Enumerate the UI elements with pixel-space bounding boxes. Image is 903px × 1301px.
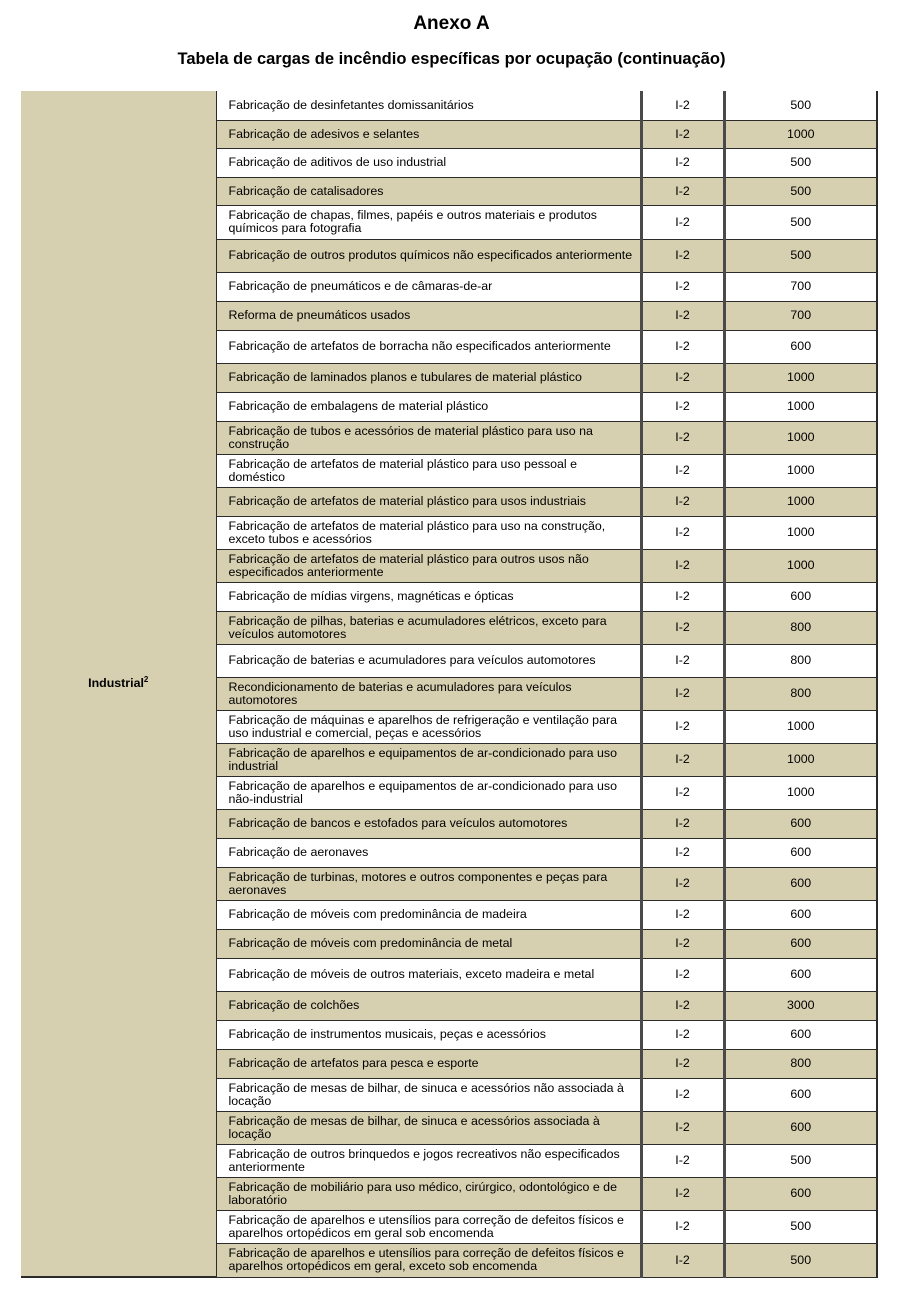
fire-load-value: 1000 — [724, 421, 877, 454]
division-code: I-2 — [641, 644, 724, 677]
activity-description: Fabricação de pilhas, baterias e acumuladores elétricos, exceto para veículos automotores — [216, 611, 641, 644]
fire-load-value: 500 — [724, 91, 877, 120]
fire-load-value: 800 — [724, 1049, 877, 1078]
division-code: I-2 — [641, 867, 724, 900]
footnote-marker: 2 — [143, 675, 149, 684]
activity-description: Fabricação de turbinas, motores e outros componentes e peças para aeronaves — [216, 867, 641, 900]
division-code: I-2 — [641, 421, 724, 454]
division-code: I-2 — [641, 582, 724, 611]
activity-description: Fabricação de máquinas e aparelhos de refrigeração e ventilação para uso industrial e comercial, peças e acessórios — [216, 710, 641, 743]
fire-load-value: 1000 — [724, 710, 877, 743]
activity-description: Fabricação de tubos e acessórios de material plástico para uso na construção — [216, 421, 641, 454]
activity-description: Fabricação de mesas de bilhar, de sinuca e acessórios associada à locação — [216, 1111, 641, 1144]
division-code: I-2 — [641, 838, 724, 867]
table-body — [21, 91, 877, 1277]
occupation-label: Industrial — [88, 676, 144, 690]
fire-load-value: 500 — [724, 239, 877, 272]
fire-load-value: 600 — [724, 867, 877, 900]
activity-description: Reforma de pneumáticos usados — [216, 301, 641, 330]
division-code: I-2 — [641, 1078, 724, 1111]
table-row — [21, 91, 877, 120]
fire-load-value: 1000 — [724, 454, 877, 487]
activity-description: Fabricação de artefatos de material plástico para uso na construção, exceto tubos e acessórios — [216, 516, 641, 549]
fire-load-value: 500 — [724, 1210, 877, 1243]
activity-description: Fabricação de móveis de outros materiais, exceto madeira e metal — [216, 958, 641, 991]
activity-description: Fabricação de pneumáticos e de câmaras-de-ar — [216, 272, 641, 301]
activity-description: Fabricação de outros produtos químicos não especificados anteriormente — [216, 239, 641, 272]
division-code: I-2 — [641, 677, 724, 710]
table-subtitle: Tabela de cargas de incêndio específicas por ocupação (continuação) — [177, 50, 726, 68]
activity-description: Fabricação de instrumentos musicais, peças e acessórios — [216, 1020, 641, 1049]
activity-description: Fabricação de artefatos de material plástico para usos industriais — [216, 487, 641, 516]
activity-description: Fabricação de artefatos de material plástico para uso pessoal e doméstico — [216, 454, 641, 487]
fire-load-value: 500 — [724, 148, 877, 177]
fire-load-value: 500 — [724, 177, 877, 205]
activity-description: Fabricação de aparelhos e utensílios para correção de defeitos físicos e aparelhos ortopédicos em geral, exceto sob encomenda — [216, 1243, 641, 1277]
activity-description: Fabricação de aditivos de uso industrial — [216, 148, 641, 177]
division-code: I-2 — [641, 177, 724, 205]
division-code: I-2 — [641, 205, 724, 239]
fire-load-value: 600 — [724, 838, 877, 867]
fire-load-value: 600 — [724, 1020, 877, 1049]
fire-load-value: 700 — [724, 301, 877, 330]
fire-load-value: 800 — [724, 611, 877, 644]
activity-description: Fabricação de bancos e estofados para veículos automotores — [216, 809, 641, 838]
activity-description: Fabricação de artefatos de borracha não especificados anteriormente — [216, 330, 641, 363]
division-code: I-2 — [641, 1177, 724, 1210]
annex-title: Anexo A — [413, 13, 490, 34]
fire-load-value: 1000 — [724, 392, 877, 421]
activity-description: Fabricação de desinfetantes domissanitários — [216, 91, 641, 120]
fire-load-value: 1000 — [724, 487, 877, 516]
activity-description: Fabricação de baterias e acumuladores para veículos automotores — [216, 644, 641, 677]
activity-description: Recondicionamento de baterias e acumuladores para veículos automotores — [216, 677, 641, 710]
activity-description: Fabricação de mesas de bilhar, de sinuca e acessórios não associada à locação — [216, 1078, 641, 1111]
division-code: I-2 — [641, 454, 724, 487]
division-code: I-2 — [641, 363, 724, 392]
division-code: I-2 — [641, 239, 724, 272]
division-code: I-2 — [641, 611, 724, 644]
division-code: I-2 — [641, 487, 724, 516]
division-code: I-2 — [641, 900, 724, 929]
activity-description: Fabricação de catalisadores — [216, 177, 641, 205]
activity-description: Fabricação de chapas, filmes, papéis e outros materiais e produtos químicos para fotografia — [216, 205, 641, 239]
fire-load-value: 600 — [724, 1177, 877, 1210]
division-code: I-2 — [641, 1111, 724, 1144]
fire-load-value: 600 — [724, 582, 877, 611]
fire-load-value: 800 — [724, 644, 877, 677]
fire-load-value: 600 — [724, 809, 877, 838]
activity-description: Fabricação de aparelhos e equipamentos de ar-condicionado para uso não-industrial — [216, 776, 641, 809]
activity-description: Fabricação de laminados planos e tubulares de material plástico — [216, 363, 641, 392]
division-code: I-2 — [641, 148, 724, 177]
division-code: I-2 — [641, 272, 724, 301]
occupation-cell — [21, 91, 216, 1277]
fire-load-value: 600 — [724, 330, 877, 363]
division-code: I-2 — [641, 91, 724, 120]
activity-description: Fabricação de aparelhos e utensílios para correção de defeitos físicos e aparelhos ortopédicos em geral sob encomenda — [216, 1210, 641, 1243]
fire-load-value: 500 — [724, 1144, 877, 1177]
fire-load-value: 1000 — [724, 743, 877, 776]
division-code: I-2 — [641, 710, 724, 743]
activity-description: Fabricação de artefatos de material plástico para outros usos não especificados anteriormente — [216, 549, 641, 582]
fire-load-value: 600 — [724, 958, 877, 991]
division-code: I-2 — [641, 929, 724, 958]
fire-load-value: 600 — [724, 929, 877, 958]
activity-description: Fabricação de colchões — [216, 991, 641, 1020]
division-code: I-2 — [641, 991, 724, 1020]
fire-load-value: 1000 — [724, 549, 877, 582]
division-code: I-2 — [641, 1210, 724, 1243]
division-code: I-2 — [641, 549, 724, 582]
division-code: I-2 — [641, 809, 724, 838]
fire-load-value: 800 — [724, 677, 877, 710]
activity-description: Fabricação de mídias virgens, magnéticas e ópticas — [216, 582, 641, 611]
division-code: I-2 — [641, 120, 724, 148]
fire-load-value: 1000 — [724, 776, 877, 809]
fire-load-value: 1000 — [724, 516, 877, 549]
division-code: I-2 — [641, 776, 724, 809]
fire-load-value: 700 — [724, 272, 877, 301]
fire-load-value: 600 — [724, 900, 877, 929]
division-code: I-2 — [641, 1144, 724, 1177]
activity-description: Fabricação de aparelhos e equipamentos de ar-condicionado para uso industrial — [216, 743, 641, 776]
fire-load-value: 1000 — [724, 120, 877, 148]
division-code: I-2 — [641, 1243, 724, 1277]
activity-description: Fabricação de mobiliário para uso médico, cirúrgico, odontológico e de laboratório — [216, 1177, 641, 1210]
activity-description: Fabricação de móveis com predominância de metal — [216, 929, 641, 958]
activity-description: Fabricação de aeronaves — [216, 838, 641, 867]
division-code: I-2 — [641, 392, 724, 421]
activity-description: Fabricação de artefatos para pesca e esporte — [216, 1049, 641, 1078]
fire-load-value: 500 — [724, 205, 877, 239]
division-code: I-2 — [641, 301, 724, 330]
fire-load-value: 3000 — [724, 991, 877, 1020]
division-code: I-2 — [641, 330, 724, 363]
fire-load-value: 600 — [724, 1111, 877, 1144]
activity-description: Fabricação de outros brinquedos e jogos recreativos não especificados anteriormente — [216, 1144, 641, 1177]
division-code: I-2 — [641, 1049, 724, 1078]
division-code: I-2 — [641, 1020, 724, 1049]
fire-load-table — [21, 91, 878, 1278]
division-code: I-2 — [641, 958, 724, 991]
division-code: I-2 — [641, 516, 724, 549]
activity-description: Fabricação de adesivos e selantes — [216, 120, 641, 148]
division-code: I-2 — [641, 743, 724, 776]
activity-description: Fabricação de móveis com predominância de madeira — [216, 900, 641, 929]
fire-load-value: 500 — [724, 1243, 877, 1277]
activity-description: Fabricação de embalagens de material plástico — [216, 392, 641, 421]
fire-load-value: 1000 — [724, 363, 877, 392]
fire-load-value: 600 — [724, 1078, 877, 1111]
